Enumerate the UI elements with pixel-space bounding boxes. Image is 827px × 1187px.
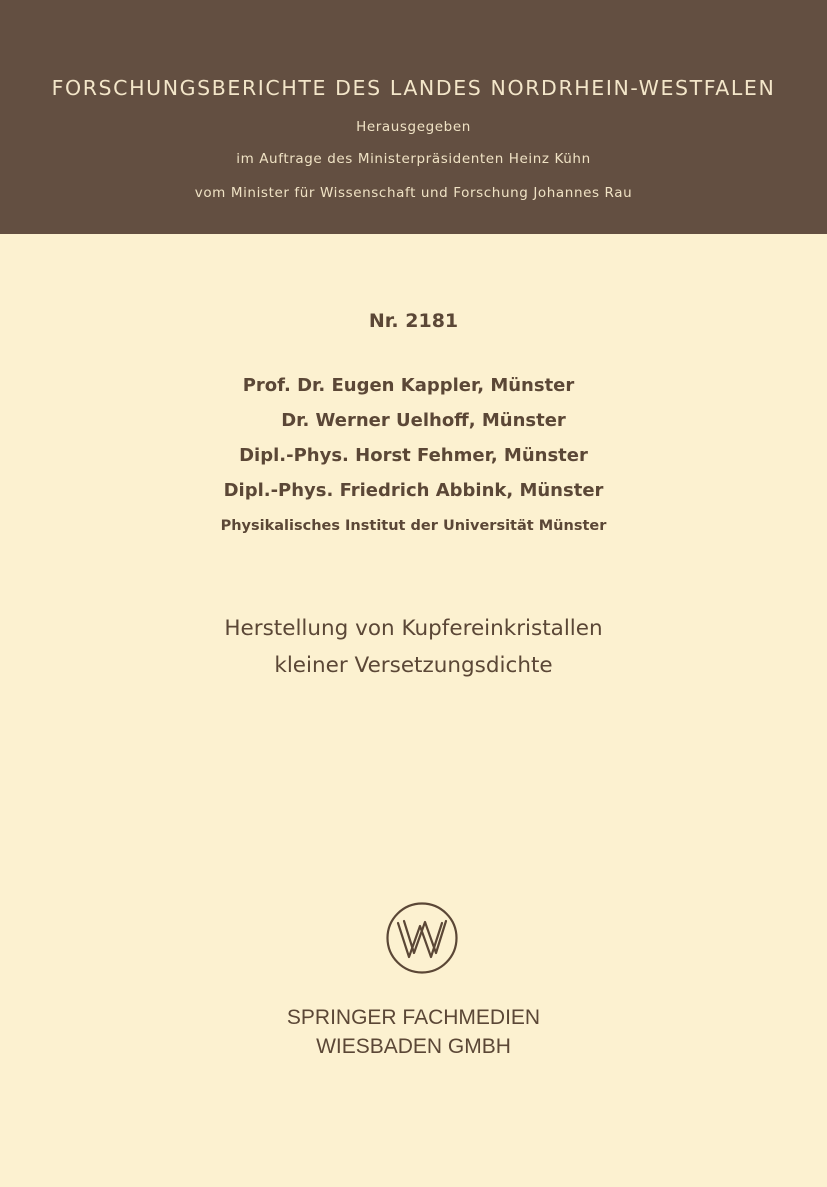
publisher (0, 1003, 827, 1061)
author-list (0, 372, 827, 512)
author-name: Dr. Werner Uelhoff, Münster (281, 410, 566, 431)
series-title: FORSCHUNGSBERICHTE DES LANDES NORDRHEIN-WESTFALEN (51, 76, 776, 100)
book-title-line: kleiner Versetzungsdichte (274, 653, 553, 678)
publisher-line: SPRINGER FACHMEDIEN (286, 1006, 541, 1029)
author-name: Prof. Dr. Eugen Kappler, Münster (242, 375, 575, 396)
author-name: Dipl.-Phys. Horst Fehmer, Münster (239, 445, 588, 466)
institution: Physikalisches Institut der Universität Münster (220, 518, 607, 534)
issue-number: Nr. 2181 (368, 310, 459, 332)
author-name: Dipl.-Phys. Friedrich Abbink, Münster (223, 480, 604, 501)
header-band (0, 0, 827, 234)
editor-note: Herausgegeben (356, 119, 471, 135)
springer-ww-logo-icon (385, 901, 459, 975)
commission-note: im Auftrage des Ministerpräsidenten Heinz Kühn (236, 151, 591, 167)
book-title-line: Herstellung von Kupfereinkristallen (224, 616, 603, 641)
publisher-line: WIESBADEN GMBH (316, 1035, 511, 1058)
book-title (0, 610, 827, 684)
minister-note: vom Minister für Wissenschaft und Forschung Johannes Rau (194, 185, 633, 201)
